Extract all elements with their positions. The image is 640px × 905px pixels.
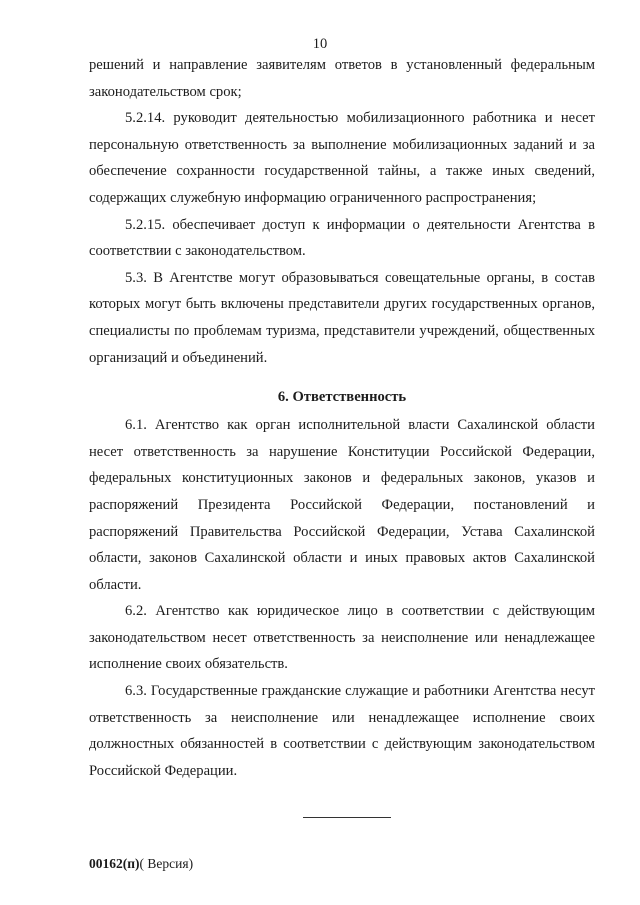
- paragraph-6-2: 6.2. Агентство как юридическое лицо в соответствии с действующим законодательством несет ответственность за неисполнение или ненадлежащее исполнение своих обязательств.: [89, 603, 595, 673]
- paragraph-5-2-15: 5.2.15. обеспечивает доступ к информации о деятельности Агентства в соответствии с законодательством.: [89, 216, 595, 260]
- paragraph-5-2-14: 5.2.14. руководит деятельностью мобилизационного работника и несет персональную ответственность за выполнение мобилизационных заданий и за обеспечение сохранности государственной тайны, а также иных сведений, содержащих служебную информацию ограниченного распространения;: [89, 110, 595, 206]
- section-heading: 6. Ответственность: [277, 389, 407, 406]
- paragraph-6-3: 6.3. Государственные гражданские служащие и работники Агентства несут ответственность за неисполнение или ненадлежащее исполнение своих должностных обязанностей в соответствии с действующим законодательством Российской Федерации.: [89, 683, 595, 779]
- paragraph-6-1: 6.1. Агентство как орган исполнительной власти Сахалинской области несет ответственность за нарушение Конституции Российской Федерации, федеральных конституционных законов и федеральных законов, указов и распоряжений Президента Российской Федерации, постановлений и распоряжений Правительства Российской Федерации, Устава Сахалинской области, законов Сахалинской области и иных правовых актов Сахалинской области.: [89, 417, 595, 593]
- footer-document-code: [89, 856, 193, 872]
- footer-code: 00162(п): [89, 856, 140, 871]
- footer-version: ( Версия): [139, 856, 194, 871]
- page-number: 10: [312, 36, 328, 52]
- paragraph-5-3: 5.3. В Агентстве могут образовываться совещательные органы, в состав которых могут быть включены представители других государственных органов, специалисты по проблемам туризма, представители учреждений, общественных организаций и объединений.: [89, 269, 595, 366]
- paragraph-continuation: решений и направление заявителям ответов в установленный федеральным законодательством срок;: [89, 57, 595, 100]
- footer-separator-line: [303, 817, 391, 818]
- document-body: [89, 52, 595, 784]
